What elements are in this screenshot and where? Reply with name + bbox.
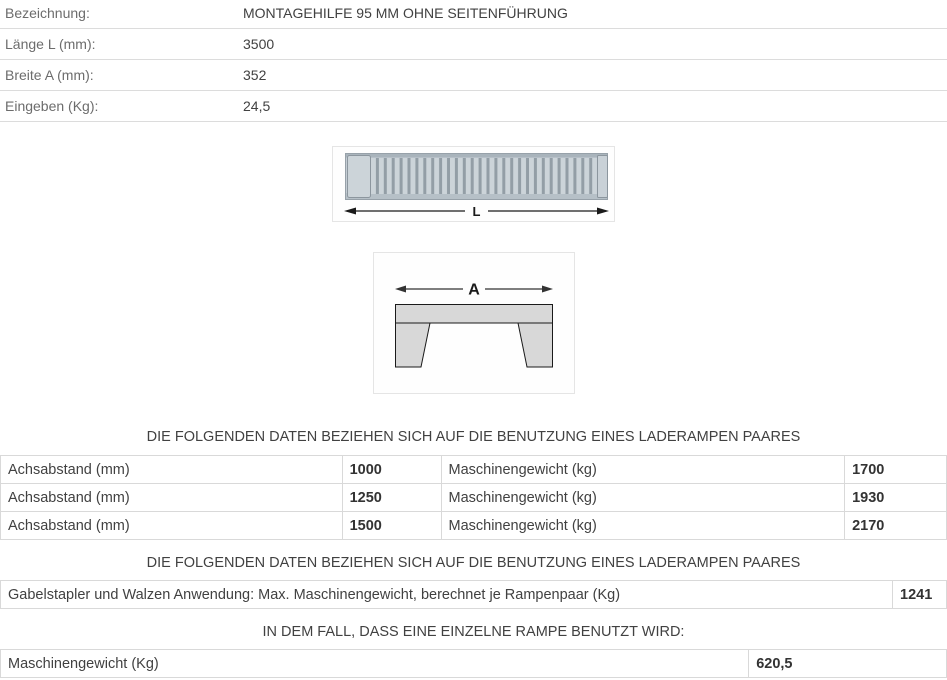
spec-row [0,29,947,60]
achsabstand-label: Achsabstand (mm) [1,456,343,484]
forklift-data-table [0,580,947,609]
forklift-label: Gabelstapler und Walzen Anwendung: Max. Maschinengewicht, berechnet je Rampenpaar (Kg) [1,581,893,609]
achsabstand-label: Achsabstand (mm) [1,484,343,512]
spec-value-eingeben: 24,5 [238,91,947,122]
spec-row [0,60,947,91]
pair-section-heading: DIE FOLGENDEN DATEN BEZIEHEN SICH AUF DIE BENUTZUNG EINES LADERAMPEN PAARES [146,429,801,445]
table-row [1,581,947,609]
achsabstand-label: Achsabstand (mm) [1,512,343,540]
spec-value-breite: 352 [238,60,947,91]
spec-label-laenge: Länge L (mm): [0,29,238,60]
maschinengewicht-label: Maschinengewicht (kg) [441,484,845,512]
table-row [1,650,947,678]
maschinengewicht-value: 1930 [845,484,947,512]
spec-label-breite: Breite A (mm): [0,60,238,91]
maschinengewicht-label: Maschinengewicht (kg) [441,512,845,540]
single-machine-weight-value: 620,5 [749,650,947,678]
width-dimension-label: A [467,281,480,299]
ramp-cross-section-drawing [374,253,574,393]
length-dimension-label: L [472,204,481,219]
achsabstand-value: 1500 [342,512,441,540]
spec-value-bezeichnung: MONTAGEHILFE 95 MM OHNE SEITENFÜHRUNG [238,0,947,29]
achsabstand-value: 1250 [342,484,441,512]
single-ramp-heading: IN DEM FALL, DASS EINE EINZELNE RAMPE BENUTZT WIRD: [262,624,685,640]
ramp-cross-section-diagram [373,252,575,394]
achsabstand-value: 1000 [342,456,441,484]
ramp-top-view-diagram [332,146,615,222]
spec-row [0,91,947,122]
single-ramp-data-table [0,649,947,678]
pair-data-table [0,455,947,540]
spec-label-eingeben: Eingeben (Kg): [0,91,238,122]
maschinengewicht-label: Maschinengewicht (kg) [441,456,845,484]
forklift-value: 1241 [893,581,947,609]
product-spec-table [0,0,947,122]
spec-label-bezeichnung: Bezeichnung: [0,0,238,29]
maschinengewicht-value: 1700 [845,456,947,484]
table-row [1,456,947,484]
spec-row [0,0,947,29]
forklift-section-heading: DIE FOLGENDEN DATEN BEZIEHEN SICH AUF DIE BENUTZUNG EINES LADERAMPEN PAARES [146,555,801,571]
maschinengewicht-value: 2170 [845,512,947,540]
table-row [1,512,947,540]
diagrams-area [0,122,947,226]
spec-value-laenge: 3500 [238,29,947,60]
single-machine-weight-label: Maschinengewicht (Kg) [1,650,749,678]
cross-section-area [0,226,947,398]
ramp-top-view-drawing [333,147,614,221]
table-row [1,484,947,512]
